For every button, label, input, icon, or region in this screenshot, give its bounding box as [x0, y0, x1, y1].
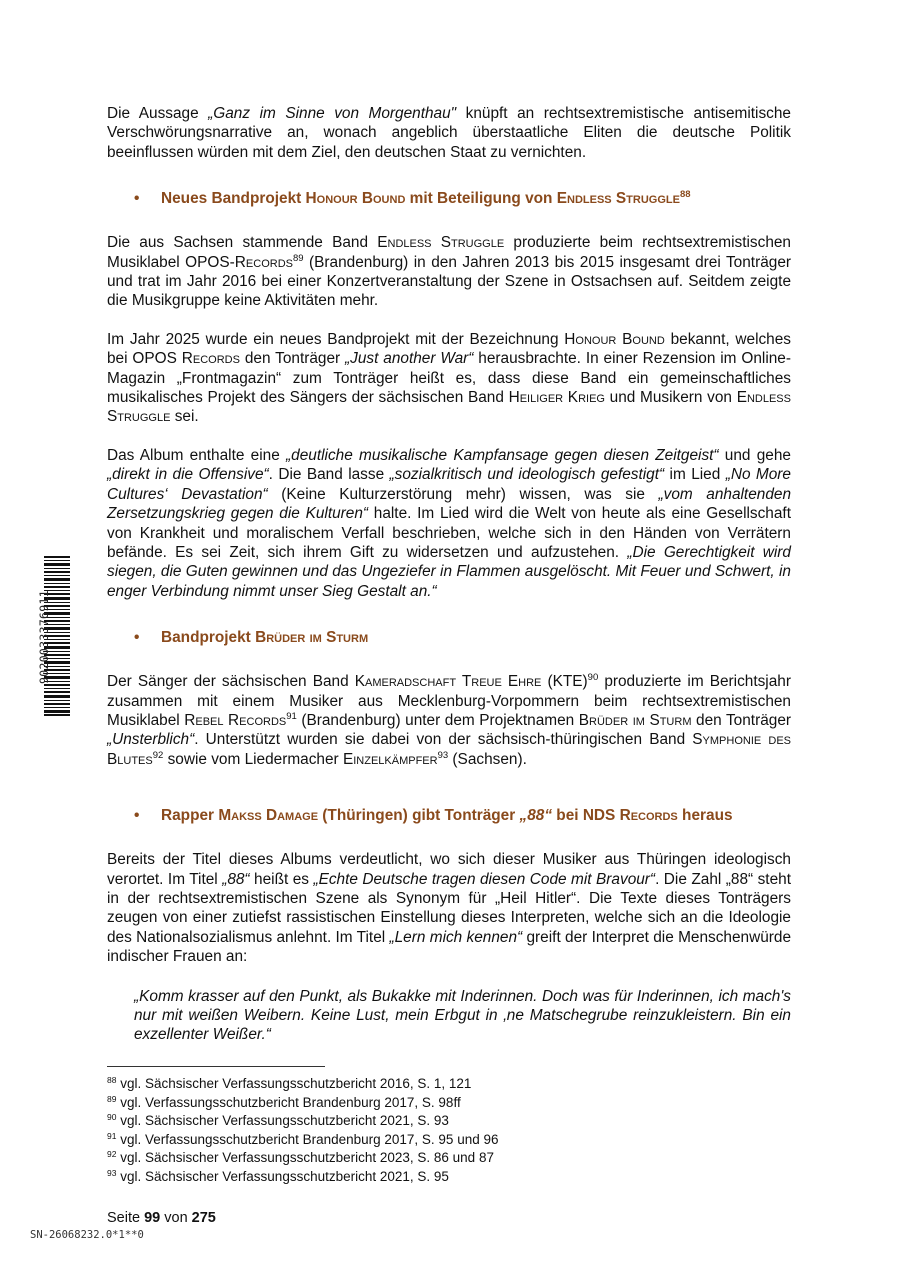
footnote-divider: [107, 1066, 325, 1067]
footnote-88: $^{88}$ vgl. Sächsischer Verfassungsschutzbericht 2016, S. 1, 121: [107, 1075, 472, 1091]
footnote-ref[interactable]: 90: [587, 672, 599, 684]
section-heading-honour-bound: • Neues Bandprojekt Honour Bound mit Beteiligung von Endless Struggle$^{88}$: [134, 189, 691, 208]
section-heading-brueder-im-sturm: • Bandprojekt Brüder im Sturm: [134, 629, 369, 647]
footnote-ref[interactable]: 91: [286, 710, 297, 722]
footnote-92: $^{92}$ vgl. Sächsischer Verfassungsschutzbericht 2023, S. 86 und 87: [107, 1149, 494, 1166]
paragraph-makss-damage: Bereits der Titel dieses Albums verdeutlicht, wo sich dieser Musiker aus Thüringen ideologisch verortet. Im Titel „88“ heißt es „Echte Deutsche tragen diesen Code mit Bravour“. Die Zahl „88“ steht in der rechtsextremistischen Szene als Synonym für „Heil Hitler“. Die Texte dieses Tonträgers zeugen von einer zutiefst rassistischen Einstellung dieses Interpreten, welche sich an die Ideologie des Nationalsozialismus anlehnt. Im Titel „Lern mich kennen“ greift der Interpret die Menschenwürde indischer Frauen an:: [107, 851, 792, 966]
barcode-number: 9020033376911: [37, 590, 51, 684]
footnote-93: $^{93}$ vgl. Sächsischer Verfassungsschutzbericht 2021, S. 95: [107, 1167, 449, 1184]
bullet-icon: •: [134, 807, 140, 825]
footnote-91: $^{91}$ vgl. Verfassungsschutzbericht Brandenburg 2017, S. 95 und 96: [107, 1130, 499, 1147]
document-id: SN-26068232.0*1**0: [30, 1229, 144, 1241]
page-number: Seite 99 von 275: [107, 1210, 216, 1226]
bullet-icon: •: [134, 629, 140, 647]
section-heading-makss-damage: • Rapper Makss Damage (Thüringen) gibt Tonträger „88“ bei NDS Records heraus: [134, 807, 733, 825]
block-quote: „Komm krasser auf den Punkt, als Bukakke mit Inderinnen. Doch was für Inderinnen, ich mach's nur mit weißen Weibern. Keine Lust, mein Erbgut in ‚ne Matschegrube reinzukleistern. Bin ein exzellenter Weißer.“: [134, 987, 791, 1044]
bullet-icon: •: [134, 190, 140, 208]
footnote-ref[interactable]: 93: [437, 749, 449, 761]
paragraph-morgenthau: Die Aussage „Ganz im Sinne von Morgenthau" knüpft an rechtsextremistische antisemitische Verschwörungsnarrative an, wonach angeblich überstaatliche Eliten die deutsche Politik beeinflussen würden mit dem Ziel, den deutschen Staat zu vernichten.: [107, 105, 791, 161]
footnote-ref[interactable]: 92: [152, 749, 164, 761]
footnote-ref[interactable]: 88: [679, 189, 691, 201]
footnotes: [107, 1075, 791, 1187]
footnote-89: $^{89}$ vgl. Verfassungsschutzbericht Brandenburg 2017, S. 98ff: [107, 1093, 461, 1110]
paragraph-endless-struggle: Die aus Sachsen stammende Band Endless Struggle produzierte beim rechtsextremistischen Musiklabel OPOS-Records$^{89}$ (Brandenburg) in den Jahren 2013 bis 2015 insgesamt drei Tonträger und trat im Jahr 2016 bei einer Konzertveranstaltung der Szene in Ostsachsen auf. Seitdem zeigte die Musikgruppe keine Aktivitäten mehr.: [107, 234, 791, 310]
paragraph-honour-bound: Im Jahr 2025 wurde ein neues Bandprojekt mit der Bezeichnung Honour Bound bekannt, welches bei OPOS Records den Tonträger „Just another War“ herausbrachte. In einer Rezension im Online-Magazin „Frontmagazin“ zum Tonträger heißt es, dass diese Band ein gemeinschaftliches musikalisches Projekt des Sängers der sächsischen Band Heiliger Krieg und Musikern von Endless Struggle sei.: [107, 330, 791, 426]
footnote-ref[interactable]: 89: [292, 252, 304, 264]
footnote-90: $^{90}$ vgl. Sächsischer Verfassungsschutzbericht 2021, S. 93: [107, 1112, 449, 1129]
paragraph-album-review: Das Album enthalte eine „deutliche musikalische Kampfansage gegen diesen Zeitgeist“ und gehe „direkt in die Offensive“. Die Band lasse „sozialkritisch und ideologisch gefestigt“ im Lied „No More Cultures‘ Devastation“ (Keine Kulturzerstörung mehr) wissen, was sie „vom anhaltenden Zersetzungskrieg gegen die Kulturen“ halte. Im Lied wird die Welt von heute als eine Gesellschaft von Krankheit und moralischem Verfall beschrieben, welche sich in den Händen von Verrätern befände. Es sei Zeit, sich ihrem Gift zu widersetzen und aufzustehen. „Die Gerechtigkeit wird siegen, die Guten gewinnen und das Ungeziefer in Flammen ausgelöscht. Mit Feuer und Schwert, in enger Verbindung nimmt unser Sieg Gestalt an.“: [107, 446, 791, 600]
page-body: [107, 104, 791, 1045]
paragraph-brueder-im-sturm: Der Sänger der sächsischen Band Kameradschaft Treue Ehre (KTE)$^{90}$ produzierte im Berichtsjahr zusammen mit einem Musiker aus Mecklenburg-Vorpommern beim rechtsextremistischen Musiklabel Rebel Records$^{91}$ (Brandenburg) unter dem Projektnamen Brüder im Sturm den Tonträger „Unsterblich“. Unterstützt wurden sie dabei von der sächsisch-thüringischen Band Symphonie des Blutes$^{92}$ sowie vom Liedermacher Einzelkämpfer$^{93}$ (Sachsen).: [107, 672, 792, 768]
